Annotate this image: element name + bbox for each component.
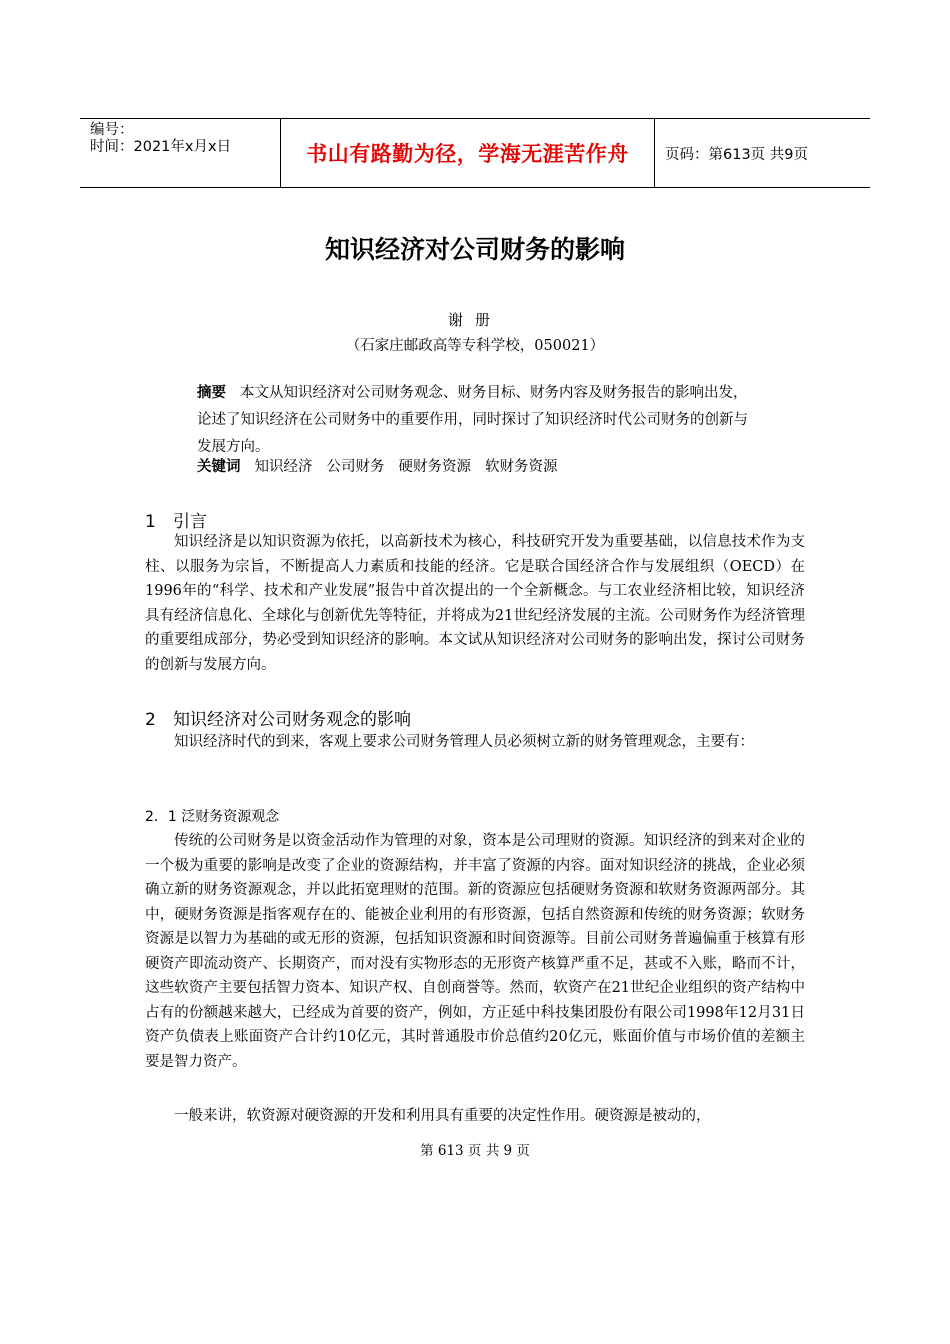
header-number-label: 编号： [90, 122, 134, 138]
article-title: 知识经济对公司财务的影响 [324, 235, 625, 264]
keyword-item: 知识经济 [254, 459, 313, 475]
section-heading [145, 705, 411, 730]
keyword-item: 硬财务资源 [398, 459, 471, 475]
header-time-label: 时间：2021年x月x日 [90, 139, 232, 155]
body-paragraph: 知识经济时代的到来，客观上要求公司财务管理人员必须树立新的财务管理观念，主要有： [174, 734, 754, 750]
abstract-label: 摘要 [197, 385, 226, 401]
body-paragraph: 一般来讲，软资源对硬资源的开发和利用具有重要的决定性作用。硬资源是被动的， [174, 1108, 711, 1124]
header-page-label: 页码：第613页 共9页 [665, 146, 809, 163]
page-footer: 第 613 页 共 9 页 [420, 1143, 530, 1159]
header-motto: 书山有路勤为径，学海无涯苦作舟 [281, 119, 655, 187]
keyword-item: 公司财务 [326, 459, 385, 475]
body-paragraph: 知识经济是以知识资源为依托，以高新技术为核心，科技研究开发为重要基础，以信息技术作为支柱、以服务为宗旨，不断提高人力素质和技能的经济。它是联合国经济合作与发展组织（OECD）在1996年的“科学、技术和产业发展”报告中首次提出的一个全新概念。与工农业经济相比较，知识经济具有经济信息化、全球化与创新优先等特征，并将成为21世纪经济发展的主流。公司财务作为经济管理的重要组成部分，势必受到知识经济的影响。本文试从知识经济对公司财务的影响出发，探讨公司财务的创新与发展方向。 [145, 534, 805, 673]
section-number: 2 [145, 710, 156, 730]
abstract-text: 本文从知识经济对公司财务观念、财务目标、财务内容及财务报告的影响出发，论述了知识经济在公司财务中的重要作用，同时探讨了知识经济时代公司财务的创新与发展方向。 [197, 385, 748, 455]
keywords-label: 关键词 [197, 459, 241, 475]
body-paragraph: 传统的公司财务是以资金活动作为管理的对象，资本是公司理财的资源。知识经济的到来对企业的一个极为重要的影响是改变了企业的资源结构，并丰富了资源的内容。面对知识经济的挑战，企业必须确立新的财务资源观念，并以此拓宽理财的范围。新的资源应包括硬财务资源和软财务资源两部分。其中，硬财务资源是指客观存在的、能被企业利用的有形资源，包括自然资源和传统的财务资源；软财务资源是以智力为基础的或无形的资源，包括知识资源和时间资源等。目前公司财务普遍偏重于核算有形硬资产即流动资产、长期资产，而对没有实物形态的无形资产核算严重不足，甚或不入账，略而不计，这些软资产主要包括智力资本、知识产权、自创商誉等。然而，软资产在21世纪企业组织的资产结构中占有的份额越来越大，已经成为首要的资产，例如，方正延中科技集团股份有限公司1998年12月31日资产负债表上账面资产合计约10亿元，其时普通股市价总值约20亿元，账面价值与市场价值的差额主要是智力资产。 [145, 833, 805, 1070]
header-info-cell [80, 119, 281, 187]
section-title: 知识经济对公司财务观念的影响 [173, 710, 411, 730]
keyword-item: 软财务资源 [485, 459, 558, 475]
keywords-block [197, 455, 757, 476]
section-title: 引言 [173, 512, 207, 532]
section-heading [145, 507, 207, 532]
document-header [80, 118, 870, 188]
section-number: 1 [145, 512, 156, 532]
article-affiliation: （石家庄邮政高等专科学校，050021） [345, 338, 605, 354]
abstract-block [197, 380, 757, 461]
subsection-heading: 2．1 泛财务资源观念 [145, 809, 280, 825]
article-author: 谢册 [447, 311, 502, 329]
